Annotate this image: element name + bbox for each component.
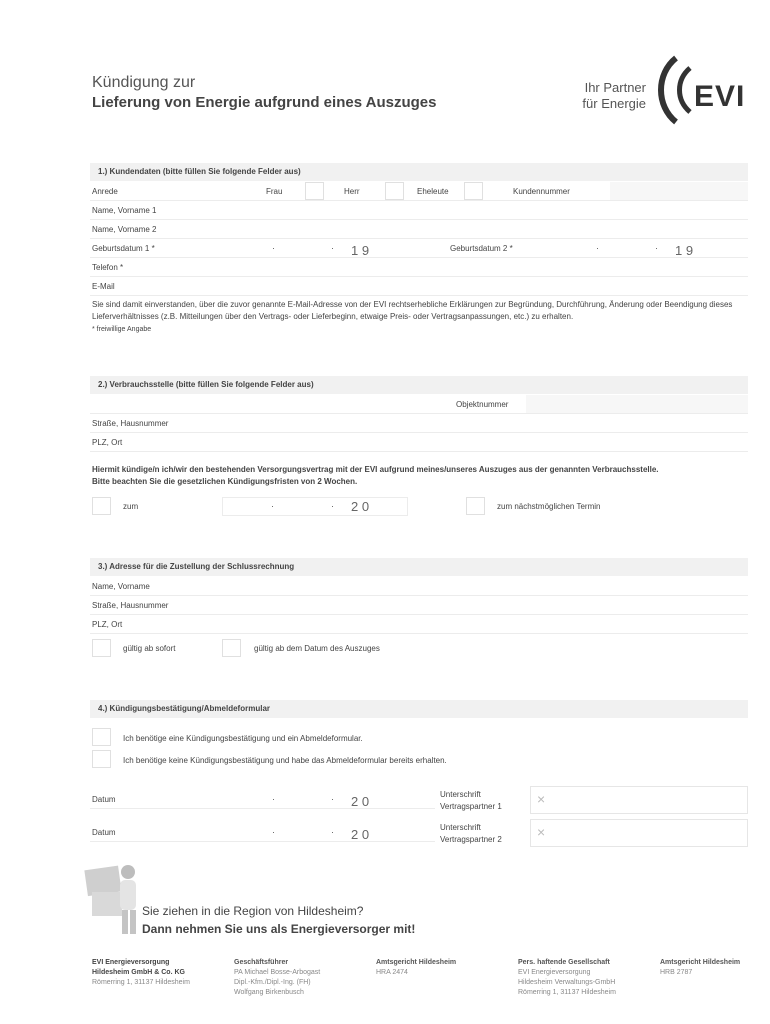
datum2-dot-1: ·	[272, 827, 275, 837]
opt2-label: Ich benötige keine Kündigungsbestätigung und habe das Abmeldeformular bereits erhalten.	[123, 756, 447, 765]
name2-row[interactable]	[90, 220, 748, 239]
tagline	[578, 80, 646, 112]
footer-c4-line-3: Hildesheim Verwaltungs-GmbH	[518, 979, 616, 986]
datum2-year-prefix: 2 0	[351, 827, 370, 842]
s3-strasse-label: Straße, Hausnummer	[92, 601, 169, 610]
s3-name-row[interactable]	[90, 577, 748, 596]
title-line-1: Kündigung zur	[92, 74, 196, 91]
footer-col-1	[92, 958, 190, 988]
signature2-field[interactable]	[530, 819, 748, 847]
footer-col-4	[518, 958, 616, 998]
notice-line-2: Bitte beachten Sie die gesetzlichen Kündigungsfristen von 2 Wochen.	[92, 477, 358, 486]
footnote-text: * freiwillige Angabe	[92, 326, 152, 333]
section4-title: 4.) Kündigungsbestätigung/Abmeldeformular	[90, 700, 748, 718]
anrede-row	[90, 182, 748, 201]
herr-label: Herr	[344, 187, 360, 196]
geb2-year-prefix: 1 9	[675, 243, 694, 258]
footer-c4-line-4: Römerring 1, 31137 Hildesheim	[518, 989, 616, 996]
name2-label: Name, Vorname 2	[92, 225, 157, 234]
zum-label: zum	[123, 502, 139, 511]
datum1-row[interactable]	[90, 790, 435, 809]
datum1-dot-1: ·	[272, 794, 275, 804]
strasse-label: Straße, Hausnummer	[92, 419, 169, 428]
evi-logo-text: EVI	[694, 80, 746, 113]
notice-line-1: Hiermit kündige/n ich/wir den bestehenden Versorgungsvertrag mit der EVI aufgrund meines/unseres Auszuges aus der genannten Verbrauchsstelle.	[92, 465, 659, 474]
notice-text	[92, 464, 748, 488]
sig1-x-mark: ×	[537, 791, 546, 807]
s3-plz-label: PLZ, Ort	[92, 620, 123, 629]
s3-name-label: Name, Vorname	[92, 582, 150, 591]
datum2-dot-2: ·	[331, 827, 334, 837]
objektnummer-field[interactable]	[526, 395, 748, 413]
section2-title: 2.) Verbrauchsstelle (bitte füllen Sie folgende Felder aus)	[90, 376, 748, 394]
tagline-line-2: für Energie	[582, 96, 646, 111]
geb2-dot-2: ·	[655, 243, 658, 253]
geb1-dot-1: ·	[272, 243, 275, 253]
s3-strasse-row[interactable]	[90, 596, 748, 615]
geb2-dot-1: ·	[596, 243, 599, 253]
footer-c5-line-2: HRB 2787	[660, 969, 693, 976]
zum-checkbox[interactable]	[92, 497, 111, 515]
frau-label: Frau	[266, 187, 283, 196]
opt1-label: Ich benötige eine Kündigungsbestätigung und ein Abmeldeformular.	[123, 734, 363, 743]
plz-row[interactable]	[90, 433, 748, 452]
geb2-label: Geburtsdatum 2 *	[450, 244, 513, 253]
kundennummer-label: Kundennummer	[513, 187, 570, 196]
geb1-dot-2: ·	[331, 243, 334, 253]
promo-line-1: Sie ziehen in die Region von Hildesheim?	[142, 904, 364, 918]
kundennummer-field[interactable]	[610, 182, 748, 200]
sig2-label-b: Vertragspartner 2	[440, 835, 502, 844]
s3-plz-row[interactable]	[90, 615, 748, 634]
sig1-label-b: Vertragspartner 1	[440, 802, 502, 811]
auszug-checkbox[interactable]	[222, 639, 241, 657]
zum-year-prefix: 2 0	[351, 499, 370, 514]
datum1-year-prefix: 2 0	[351, 794, 370, 809]
footer-c4-line-1: Pers. haftende Gesellschaft	[518, 959, 610, 966]
strasse-row[interactable]	[90, 414, 748, 433]
geb1-label: Geburtsdatum 1 *	[92, 244, 155, 253]
email-label: E-Mail	[92, 282, 115, 291]
auszug-label: gültig ab dem Datum des Auszuges	[254, 644, 380, 653]
datum2-label: Datum	[92, 828, 116, 837]
plz-label: PLZ, Ort	[92, 438, 123, 447]
footer-c1-line-2: Hildesheim GmbH & Co. KG	[92, 969, 185, 976]
moving-person-illustration-icon	[82, 858, 142, 938]
sig2-label	[440, 822, 502, 846]
footer-c1-line-1: EVI Energieversorgung	[92, 959, 170, 966]
datum1-dot-2: ·	[331, 794, 334, 804]
name1-row[interactable]	[90, 201, 748, 220]
objektnummer-label: Objektnummer	[456, 400, 509, 409]
footer-c3-line-2: HRA 2474	[376, 969, 408, 976]
evi-logo-arcs-icon	[650, 54, 695, 126]
geb1-year-prefix: 1 9	[351, 243, 370, 258]
footer-col-2	[234, 958, 320, 998]
sofort-checkbox[interactable]	[92, 639, 111, 657]
zum-date-field[interactable]	[222, 497, 408, 516]
frau-checkbox[interactable]	[305, 182, 324, 200]
zum-dot-1: ·	[271, 501, 274, 511]
geburtsdatum-row	[90, 239, 748, 258]
footer-c5-line-1: Amtsgericht Hildesheim	[660, 959, 741, 966]
footer-c2-line-1: Geschäftsführer	[234, 959, 289, 966]
sig2-label-a: Unterschrift	[440, 823, 481, 832]
promo-line-2: Dann nehmen Sie uns als Energieversorger mit!	[142, 922, 416, 936]
eheleute-checkbox[interactable]	[464, 182, 483, 200]
herr-checkbox[interactable]	[385, 182, 404, 200]
naechst-label: zum nächstmöglichen Termin	[497, 502, 601, 511]
anrede-label: Anrede	[92, 187, 118, 196]
footer-c2-line-4: Wolfgang Birkenbusch	[234, 989, 304, 996]
footer-c4-line-2: EVI Energieversorgung	[518, 969, 591, 976]
email-row[interactable]	[90, 277, 748, 296]
footer-col-5	[660, 958, 740, 978]
sig2-x-mark: ×	[537, 824, 546, 840]
name1-label: Name, Vorname 1	[92, 206, 157, 215]
objektnummer-row	[90, 395, 748, 414]
title-line-2: Lieferung von Energie aufgrund eines Auszuges	[92, 94, 437, 111]
signature1-field[interactable]	[530, 786, 748, 814]
datum1-label: Datum	[92, 795, 116, 804]
section3-title: 3.) Adresse für die Zustellung der Schlussrechnung	[90, 558, 748, 576]
section1-title: 1.) Kundendaten (bitte füllen Sie folgende Felder aus)	[90, 163, 748, 181]
eheleute-label: Eheleute	[417, 187, 449, 196]
footer-c2-line-2: PA Michael Bosse-Arbogast	[234, 969, 321, 976]
footer-c1-line-3: Römerring 1, 31137 Hildesheim	[92, 979, 190, 986]
opt1-checkbox[interactable]	[92, 728, 111, 746]
footer-c2-line-3: Dipl.-Kfm./Dipl.-Ing. (FH)	[234, 979, 311, 986]
sig1-label-a: Unterschrift	[440, 790, 481, 799]
sofort-label: gültig ab sofort	[123, 644, 176, 653]
opt2-checkbox[interactable]	[92, 750, 111, 768]
footer-col-3	[376, 958, 456, 978]
naechst-checkbox[interactable]	[466, 497, 485, 515]
telefon-row[interactable]	[90, 258, 748, 277]
sig1-label	[440, 789, 502, 813]
datum2-row[interactable]	[90, 823, 435, 842]
tagline-line-1: Ihr Partner	[584, 80, 646, 95]
footer-c3-line-1: Amtsgericht Hildesheim	[376, 959, 457, 966]
consent-text: Sie sind damit einverstanden, über die zuvor genannte E-Mail-Adresse von der EVI rechtserhebliche Erklärungen zur Begründung, Durchführung, Änderung oder Beendigung dieses Lieferverhältnisses (z.B. Mitteilungen über den Vertrags- oder Lieferbeginn, etwaige Preis- oder Vertragsanpassungen, etc.) zu erhalten.	[92, 300, 733, 321]
zum-dot-2: ·	[331, 501, 334, 511]
telefon-label: Telefon *	[92, 263, 124, 272]
